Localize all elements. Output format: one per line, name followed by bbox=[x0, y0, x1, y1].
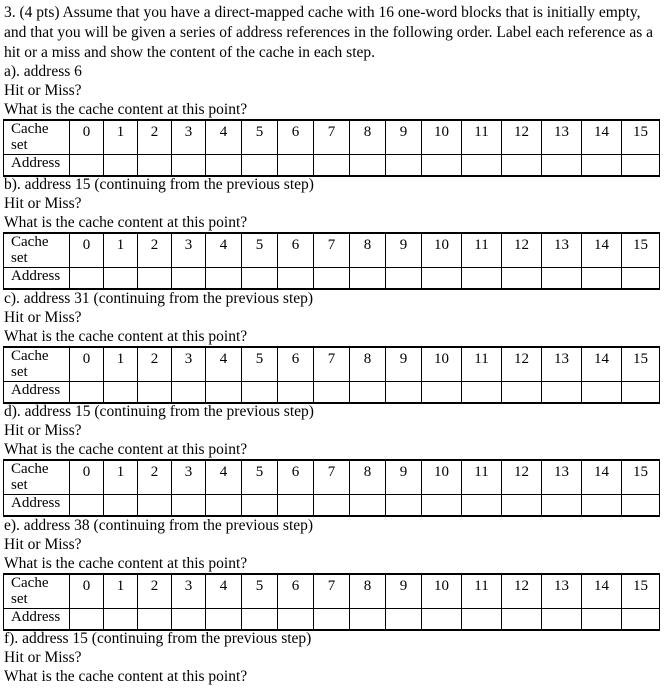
address-entry-cell[interactable] bbox=[622, 155, 660, 177]
address-label: Address bbox=[4, 382, 70, 404]
cache-set-number: 6 bbox=[278, 460, 314, 495]
cache-set-number: 3 bbox=[172, 574, 206, 609]
step-reference: c). address 31 (continuing from the previous step) bbox=[4, 290, 314, 307]
cache-content-question: What is the cache content at this point? bbox=[4, 328, 248, 345]
cache-table bbox=[3, 573, 660, 631]
cache-set-number: 13 bbox=[542, 347, 582, 382]
cache-set-number: 5 bbox=[242, 574, 278, 609]
hit-or-miss-prompt: Hit or Miss? bbox=[4, 309, 82, 326]
address-entry-cell[interactable] bbox=[278, 155, 314, 177]
address-entry-cell[interactable] bbox=[278, 268, 314, 290]
address-entry-cell[interactable] bbox=[582, 609, 622, 631]
cache-set-label bbox=[4, 120, 70, 155]
address-entry-cell[interactable] bbox=[314, 382, 350, 404]
address-entry-cell[interactable] bbox=[462, 155, 502, 177]
address-entry-cell[interactable] bbox=[314, 155, 350, 177]
cache-set-number: 6 bbox=[278, 347, 314, 382]
cache-set-number: 4 bbox=[206, 460, 242, 495]
address-row bbox=[4, 609, 660, 631]
cache-set-number: 15 bbox=[622, 574, 660, 609]
address-entry-cell[interactable] bbox=[278, 382, 314, 404]
cache-set-number: 2 bbox=[138, 233, 172, 268]
cache-set-number: 0 bbox=[70, 574, 104, 609]
cache-set-number: 11 bbox=[462, 233, 502, 268]
step-reference: a). address 6 bbox=[4, 63, 82, 80]
cache-set-row bbox=[4, 574, 660, 609]
cache-set-label bbox=[4, 347, 70, 382]
address-entry-cell[interactable] bbox=[350, 609, 386, 631]
cache-set-label bbox=[4, 233, 70, 268]
address-entry-cell[interactable] bbox=[242, 609, 278, 631]
cache-set-number: 8 bbox=[350, 233, 386, 268]
address-entry-cell[interactable] bbox=[542, 609, 582, 631]
address-row bbox=[4, 495, 660, 517]
cache-set-number: 15 bbox=[622, 460, 660, 495]
address-entry-cell[interactable] bbox=[104, 268, 138, 290]
address-entry-cell[interactable] bbox=[386, 382, 422, 404]
cache-set-number: 4 bbox=[206, 233, 242, 268]
address-entry-cell[interactable] bbox=[386, 609, 422, 631]
address-entry-cell[interactable] bbox=[104, 609, 138, 631]
address-entry-cell[interactable] bbox=[582, 495, 622, 517]
address-entry-cell[interactable] bbox=[138, 155, 172, 177]
cache-set-number: 13 bbox=[542, 460, 582, 495]
cache-set-number: 0 bbox=[70, 233, 104, 268]
cache-set-number: 14 bbox=[582, 347, 622, 382]
cache-content-question: What is the cache content at this point? bbox=[4, 101, 248, 118]
address-entry-cell[interactable] bbox=[104, 155, 138, 177]
cache-set-number: 12 bbox=[502, 574, 542, 609]
address-entry-cell[interactable] bbox=[542, 382, 582, 404]
address-row bbox=[4, 155, 660, 177]
address-entry-cell[interactable] bbox=[502, 382, 542, 404]
cache-label-text: Cache bbox=[11, 348, 49, 364]
address-entry-cell[interactable] bbox=[206, 268, 242, 290]
cache-set-number: 3 bbox=[172, 347, 206, 382]
address-entry-cell[interactable] bbox=[70, 268, 104, 290]
cache-set-number: 8 bbox=[350, 574, 386, 609]
cache-set-number: 1 bbox=[104, 460, 138, 495]
cache-set-label bbox=[4, 574, 70, 609]
cache-label-text: Cache bbox=[11, 461, 49, 477]
set-label-text: set bbox=[11, 591, 28, 607]
cache-set-number: 5 bbox=[242, 233, 278, 268]
cache-set-number: 9 bbox=[386, 120, 422, 155]
cache-content-question: What is the cache content at this point? bbox=[4, 668, 248, 685]
problem-intro: 3. (4 pts) Assume that you have a direct-mapped cache with 16 one-word blocks that is initially empty, and that you will be given a series of address references in the following order. Label each reference as a hit or a miss and show the content of the cache in each step. bbox=[4, 4, 653, 61]
cache-table bbox=[3, 459, 660, 517]
cache-set-number: 10 bbox=[422, 460, 462, 495]
cache-set-number: 9 bbox=[386, 347, 422, 382]
address-entry-cell[interactable] bbox=[622, 268, 660, 290]
address-entry-cell[interactable] bbox=[542, 268, 582, 290]
address-entry-cell[interactable] bbox=[104, 495, 138, 517]
cache-set-number: 8 bbox=[350, 120, 386, 155]
address-entry-cell[interactable] bbox=[350, 155, 386, 177]
cache-set-number: 5 bbox=[242, 460, 278, 495]
cache-set-number: 2 bbox=[138, 347, 172, 382]
step-reference: e). address 38 (continuing from the previous step) bbox=[4, 517, 314, 534]
cache-set-number: 12 bbox=[502, 233, 542, 268]
address-entry-cell[interactable] bbox=[70, 609, 104, 631]
cache-content-question: What is the cache content at this point? bbox=[4, 214, 248, 231]
address-entry-cell[interactable] bbox=[462, 268, 502, 290]
cache-set-number: 1 bbox=[104, 120, 138, 155]
cache-set-number: 9 bbox=[386, 574, 422, 609]
address-entry-cell[interactable] bbox=[314, 495, 350, 517]
address-entry-cell[interactable] bbox=[172, 155, 206, 177]
cache-set-number: 7 bbox=[314, 574, 350, 609]
address-entry-cell[interactable] bbox=[314, 268, 350, 290]
cache-label-text: Cache bbox=[11, 234, 49, 250]
address-entry-cell[interactable] bbox=[138, 382, 172, 404]
cache-set-number: 6 bbox=[278, 120, 314, 155]
address-entry-cell[interactable] bbox=[502, 495, 542, 517]
cache-set-number: 4 bbox=[206, 120, 242, 155]
cache-label-text: Cache bbox=[11, 121, 49, 137]
address-entry-cell[interactable] bbox=[138, 495, 172, 517]
cache-set-number: 1 bbox=[104, 574, 138, 609]
address-entry-cell[interactable] bbox=[542, 155, 582, 177]
address-entry-cell[interactable] bbox=[386, 495, 422, 517]
cache-set-number: 7 bbox=[314, 120, 350, 155]
address-entry-cell[interactable] bbox=[350, 268, 386, 290]
cache-set-number: 15 bbox=[622, 347, 660, 382]
cache-set-number: 10 bbox=[422, 120, 462, 155]
address-entry-cell[interactable] bbox=[462, 495, 502, 517]
cache-set-number: 9 bbox=[386, 233, 422, 268]
address-label: Address bbox=[4, 495, 70, 517]
cache-set-number: 14 bbox=[582, 574, 622, 609]
address-entry-cell[interactable] bbox=[206, 382, 242, 404]
cache-set-number: 15 bbox=[622, 233, 660, 268]
cache-set-number: 14 bbox=[582, 233, 622, 268]
cache-set-number: 1 bbox=[104, 347, 138, 382]
address-entry-cell[interactable] bbox=[386, 268, 422, 290]
cache-set-number: 15 bbox=[622, 120, 660, 155]
cache-set-number: 13 bbox=[542, 574, 582, 609]
cache-set-number: 0 bbox=[70, 460, 104, 495]
address-entry-cell[interactable] bbox=[70, 382, 104, 404]
address-entry-cell[interactable] bbox=[242, 495, 278, 517]
address-entry-cell[interactable] bbox=[582, 155, 622, 177]
step-reference: d). address 15 (continuing from the previous step) bbox=[4, 403, 314, 420]
cache-set-number: 10 bbox=[422, 574, 462, 609]
address-entry-cell[interactable] bbox=[422, 268, 462, 290]
set-label-text: set bbox=[11, 250, 28, 266]
address-entry-cell[interactable] bbox=[462, 609, 502, 631]
cache-set-number: 8 bbox=[350, 460, 386, 495]
hit-or-miss-prompt: Hit or Miss? bbox=[4, 649, 82, 666]
address-entry-cell[interactable] bbox=[502, 155, 542, 177]
address-entry-cell[interactable] bbox=[172, 268, 206, 290]
address-entry-cell[interactable] bbox=[278, 495, 314, 517]
cache-set-number: 7 bbox=[314, 347, 350, 382]
cache-set-number: 5 bbox=[242, 120, 278, 155]
address-entry-cell[interactable] bbox=[542, 495, 582, 517]
cache-set-number: 14 bbox=[582, 460, 622, 495]
hit-or-miss-prompt: Hit or Miss? bbox=[4, 422, 82, 439]
address-row bbox=[4, 382, 660, 404]
address-entry-cell[interactable] bbox=[70, 495, 104, 517]
cache-set-row bbox=[4, 233, 660, 268]
address-entry-cell[interactable] bbox=[206, 155, 242, 177]
cache-set-number: 12 bbox=[502, 460, 542, 495]
hit-or-miss-prompt: Hit or Miss? bbox=[4, 195, 82, 212]
address-entry-cell[interactable] bbox=[278, 609, 314, 631]
address-entry-cell[interactable] bbox=[622, 495, 660, 517]
cache-set-number: 2 bbox=[138, 120, 172, 155]
cache-set-number: 1 bbox=[104, 233, 138, 268]
address-entry-cell[interactable] bbox=[582, 268, 622, 290]
cache-set-number: 11 bbox=[462, 460, 502, 495]
address-entry-cell[interactable] bbox=[502, 609, 542, 631]
set-label-text: set bbox=[11, 364, 28, 380]
cache-set-number: 10 bbox=[422, 233, 462, 268]
address-entry-cell[interactable] bbox=[350, 495, 386, 517]
address-entry-cell[interactable] bbox=[104, 382, 138, 404]
step-reference: b). address 15 (continuing from the previous step) bbox=[4, 176, 314, 193]
cache-set-number: 5 bbox=[242, 347, 278, 382]
address-entry-cell[interactable] bbox=[422, 495, 462, 517]
set-label-text: set bbox=[11, 137, 28, 153]
cache-set-number: 9 bbox=[386, 460, 422, 495]
address-entry-cell[interactable] bbox=[172, 609, 206, 631]
address-entry-cell[interactable] bbox=[502, 268, 542, 290]
cache-set-number: 14 bbox=[582, 120, 622, 155]
address-entry-cell[interactable] bbox=[462, 382, 502, 404]
cache-set-number: 13 bbox=[542, 120, 582, 155]
address-entry-cell[interactable] bbox=[350, 382, 386, 404]
address-entry-cell[interactable] bbox=[314, 609, 350, 631]
cache-set-number: 0 bbox=[70, 347, 104, 382]
cache-set-number: 6 bbox=[278, 233, 314, 268]
address-label: Address bbox=[4, 268, 70, 290]
cache-set-number: 4 bbox=[206, 347, 242, 382]
cache-set-row bbox=[4, 460, 660, 495]
cache-set-number: 11 bbox=[462, 574, 502, 609]
address-entry-cell[interactable] bbox=[386, 155, 422, 177]
address-entry-cell[interactable] bbox=[582, 382, 622, 404]
address-entry-cell[interactable] bbox=[206, 495, 242, 517]
address-entry-cell[interactable] bbox=[138, 268, 172, 290]
cache-set-row bbox=[4, 120, 660, 155]
address-entry-cell[interactable] bbox=[70, 155, 104, 177]
cache-set-number: 12 bbox=[502, 120, 542, 155]
cache-set-number: 3 bbox=[172, 120, 206, 155]
cache-set-number: 0 bbox=[70, 120, 104, 155]
cache-set-number: 3 bbox=[172, 460, 206, 495]
cache-set-number: 11 bbox=[462, 120, 502, 155]
address-entry-cell[interactable] bbox=[242, 268, 278, 290]
cache-label-text: Cache bbox=[11, 575, 49, 591]
address-entry-cell[interactable] bbox=[242, 382, 278, 404]
cache-set-label bbox=[4, 460, 70, 495]
cache-set-number: 2 bbox=[138, 574, 172, 609]
cache-set-row bbox=[4, 347, 660, 382]
cache-set-number: 10 bbox=[422, 347, 462, 382]
cache-content-question: What is the cache content at this point? bbox=[4, 555, 248, 572]
address-row bbox=[4, 268, 660, 290]
address-entry-cell[interactable] bbox=[172, 495, 206, 517]
cache-table bbox=[3, 346, 660, 404]
address-entry-cell[interactable] bbox=[422, 155, 462, 177]
cache-set-number: 7 bbox=[314, 460, 350, 495]
address-entry-cell[interactable] bbox=[242, 155, 278, 177]
cache-set-number: 8 bbox=[350, 347, 386, 382]
address-entry-cell[interactable] bbox=[138, 609, 172, 631]
cache-set-number: 7 bbox=[314, 233, 350, 268]
cache-set-number: 13 bbox=[542, 233, 582, 268]
cache-content-question: What is the cache content at this point? bbox=[4, 441, 248, 458]
address-label: Address bbox=[4, 155, 70, 177]
cache-table bbox=[3, 232, 660, 290]
address-entry-cell[interactable] bbox=[622, 609, 660, 631]
cache-set-number: 12 bbox=[502, 347, 542, 382]
set-label-text: set bbox=[11, 477, 28, 493]
cache-set-number: 11 bbox=[462, 347, 502, 382]
hit-or-miss-prompt: Hit or Miss? bbox=[4, 82, 82, 99]
address-entry-cell[interactable] bbox=[206, 609, 242, 631]
cache-table bbox=[3, 119, 660, 177]
cache-set-number: 6 bbox=[278, 574, 314, 609]
address-entry-cell[interactable] bbox=[172, 382, 206, 404]
cache-set-number: 4 bbox=[206, 574, 242, 609]
address-entry-cell[interactable] bbox=[422, 609, 462, 631]
cache-set-number: 3 bbox=[172, 233, 206, 268]
address-entry-cell[interactable] bbox=[422, 382, 462, 404]
cache-set-number: 2 bbox=[138, 460, 172, 495]
step-reference: f). address 15 (continuing from the previous step) bbox=[4, 630, 312, 647]
hit-or-miss-prompt: Hit or Miss? bbox=[4, 536, 82, 553]
address-entry-cell[interactable] bbox=[622, 382, 660, 404]
address-label: Address bbox=[4, 609, 70, 631]
